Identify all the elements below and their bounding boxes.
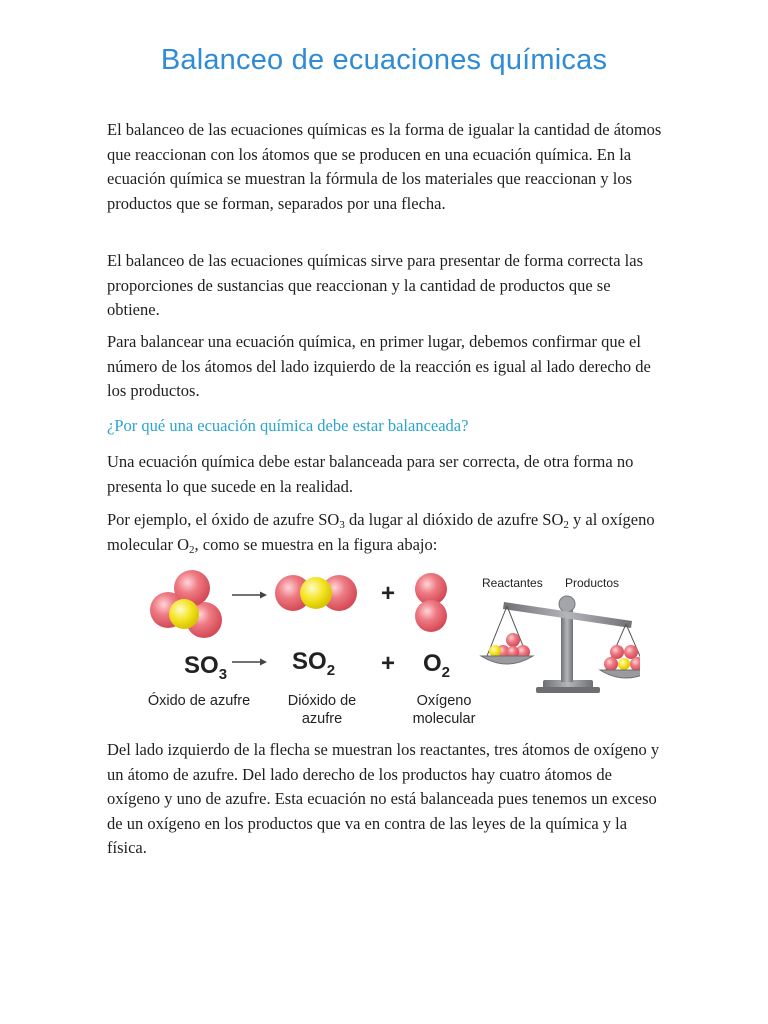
scale-label-reactants: Reactantes	[482, 576, 543, 590]
page-title: Balanceo de ecuaciones químicas	[160, 44, 608, 76]
formula-o2: $O_2$	[423, 650, 451, 681]
reaction-figure	[140, 568, 640, 734]
plus-sign: +	[380, 650, 396, 677]
reaction-illustration	[140, 568, 640, 734]
scale-label-products: Productos	[565, 576, 620, 590]
label-so2-line1: Dióxido de	[287, 693, 357, 709]
paragraph-method	[107, 330, 662, 404]
paragraph-answer	[107, 450, 662, 499]
so2-molecule	[275, 575, 357, 611]
paragraph-text: Del lado izquierdo de la flecha se muestran los reactantes, tres átomos de oxígeno y un átomo de azufre. Del lado derecho de los productos hay cuatro átomos de oxígeno y uno de azufre. Esta ecuación no está balanceada pues tenemos un exceso de un oxígeno en los productos que va en contra de las leyes de la química y la física.	[107, 740, 660, 857]
label-so3: Óxido de azufre	[147, 693, 251, 709]
arrow-icon	[232, 592, 267, 599]
paragraph-conclusion	[107, 738, 662, 861]
o2-molecule	[415, 573, 447, 632]
section-question	[107, 414, 662, 439]
paragraph-text: Una ecuación química debe estar balanceada para ser correcta, de otra forma no presenta lo que sucede en la realidad.	[107, 452, 634, 496]
paragraph-text: El balanceo de las ecuaciones químicas sirve para presentar de forma correcta las proporciones de sustancias que reaccionan y la cantidad de productos que se obtiene.	[107, 251, 643, 319]
formula-so3: $SO_3$	[184, 652, 228, 683]
label-so2-line2: azufre	[301, 711, 343, 727]
plus-sign: +	[380, 580, 396, 607]
paragraph-text: El balanceo de las ecuaciones químicas es la forma de igualar la cantidad de átomos que reaccionan con los átomos que se producen en una ecuación química. En la ecuación química se muestran la fórmula de los materiales que reaccionan y los productos que se forman, separados por una flecha.	[107, 120, 662, 213]
so3-molecule	[150, 570, 222, 638]
paragraph-example	[107, 508, 662, 557]
label-o2-line1: Oxígeno	[416, 693, 472, 709]
example-text: Por ejemplo, el óxido de azufre $SO_3$ da lugar al dióxido de azufre $SO_2$ y al oxígeno molecular $O_2$, como se muestra en la figura abajo:	[107, 510, 655, 556]
question-text: ¿Por qué una ecuación química debe estar balanceada?	[107, 416, 469, 435]
label-o2-line2: molecular	[412, 711, 476, 727]
arrow-icon	[232, 659, 267, 666]
balance-scale-icon	[481, 576, 640, 693]
paragraph-intro	[107, 118, 662, 216]
paragraph-purpose	[107, 249, 662, 323]
paragraph-text: Para balancear una ecuación química, en primer lugar, debemos confirmar que el número de los átomos del lado izquierdo de la reacción es igual al lado derecho de los productos.	[107, 332, 651, 400]
formula-so2: $SO_2$	[292, 648, 336, 679]
